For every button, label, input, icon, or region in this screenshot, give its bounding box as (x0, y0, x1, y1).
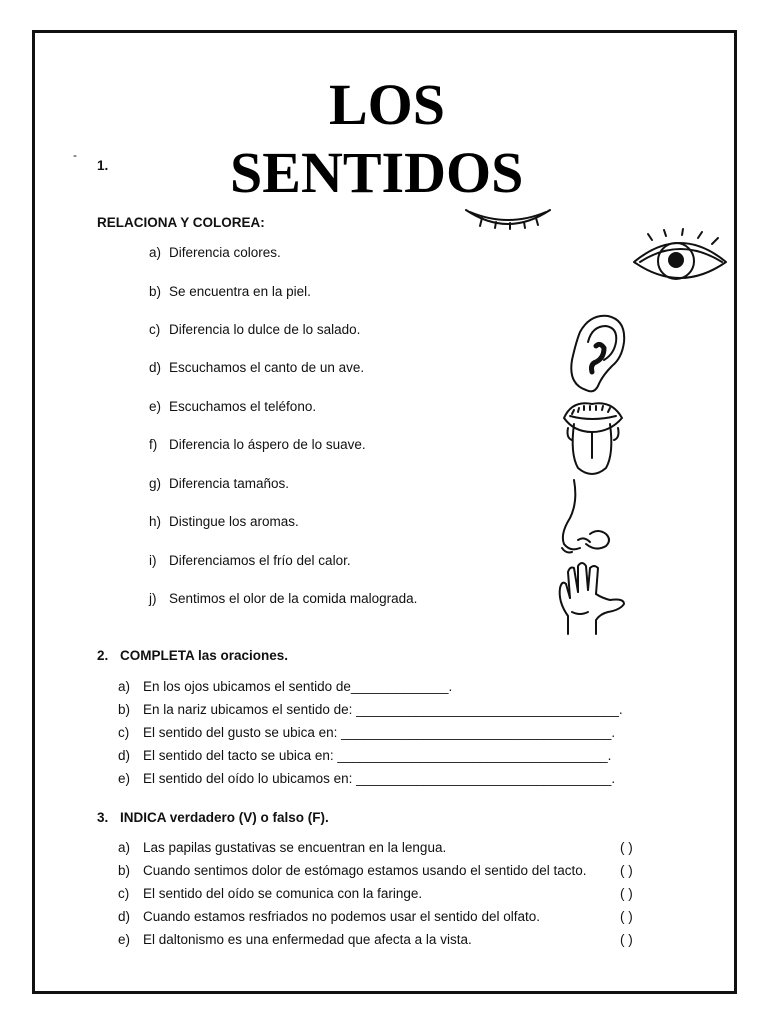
mouth-tongue-icon (560, 398, 626, 478)
eye-icon (630, 232, 730, 288)
list-item: e) El daltonismo es una enfermedad que afecta a la vista. (118, 932, 472, 947)
section3-heading: INDICA verdadero (V) o falso (F). (120, 810, 329, 825)
closed-eye-icon (462, 206, 554, 230)
section1-number: 1. (97, 158, 109, 173)
answer-blank: ( ) (620, 886, 633, 901)
stray-dash: - (73, 148, 77, 162)
answer-blank: ( ) (620, 932, 633, 947)
list-item: b) En la nariz ubicamos el sentido de: ___________________________________. (118, 702, 623, 717)
ear-icon (566, 312, 628, 394)
list-item: a) Diferencia colores. (149, 245, 281, 260)
list-item: b) Se encuentra en la piel. (149, 284, 311, 299)
list-item: e) El sentido del oído lo ubicamos en: __________________________________. (118, 771, 616, 786)
list-item: c) Diferencia lo dulce de lo salado. (149, 322, 361, 337)
list-item: f) Diferencia lo áspero de lo suave. (149, 437, 366, 452)
list-item: d) Cuando estamos resfriados no podemos usar el sentido del olfato. (118, 909, 540, 924)
answer-blank: ( ) (620, 840, 633, 855)
list-item: g) Diferencia tamaños. (149, 476, 290, 491)
nose-icon (556, 478, 614, 556)
title-line1: LOS (328, 72, 446, 137)
list-item: d) El sentido del tacto se ubica en: ____________________________________. (118, 748, 612, 763)
list-item: h) Distingue los aromas. (149, 514, 299, 529)
list-item: d) Escuchamos el canto de un ave. (149, 360, 365, 375)
section2-heading: COMPLETA las oraciones. (120, 648, 289, 663)
section3-number: 3. (97, 810, 109, 825)
title-line2: SENTIDOS (230, 140, 524, 205)
list-item: a) En los ojos ubicamos el sentido de_____________. (118, 679, 453, 694)
list-item: a) Las papilas gustativas se encuentran en la lengua. (118, 840, 447, 855)
hand-icon (554, 562, 626, 636)
list-item: j) Sentimos el olor de la comida malograda. (149, 591, 418, 606)
list-item: c) El sentido del oído se comunica con la faringe. (118, 886, 423, 901)
answer-blank: ( ) (620, 863, 633, 878)
list-item: b) Cuando sentimos dolor de estómago estamos usando el sentido del tacto. (118, 863, 587, 878)
list-item: c) El sentido del gusto se ubica en: ____________________________________. (118, 725, 616, 740)
list-item: i) Diferenciamos el frío del calor. (149, 553, 351, 568)
section1-heading: RELACIONA Y COLOREA: (97, 215, 265, 230)
list-item: e) Escuchamos el teléfono. (149, 399, 317, 414)
answer-blank: ( ) (620, 909, 633, 924)
section2-number: 2. (97, 648, 109, 663)
